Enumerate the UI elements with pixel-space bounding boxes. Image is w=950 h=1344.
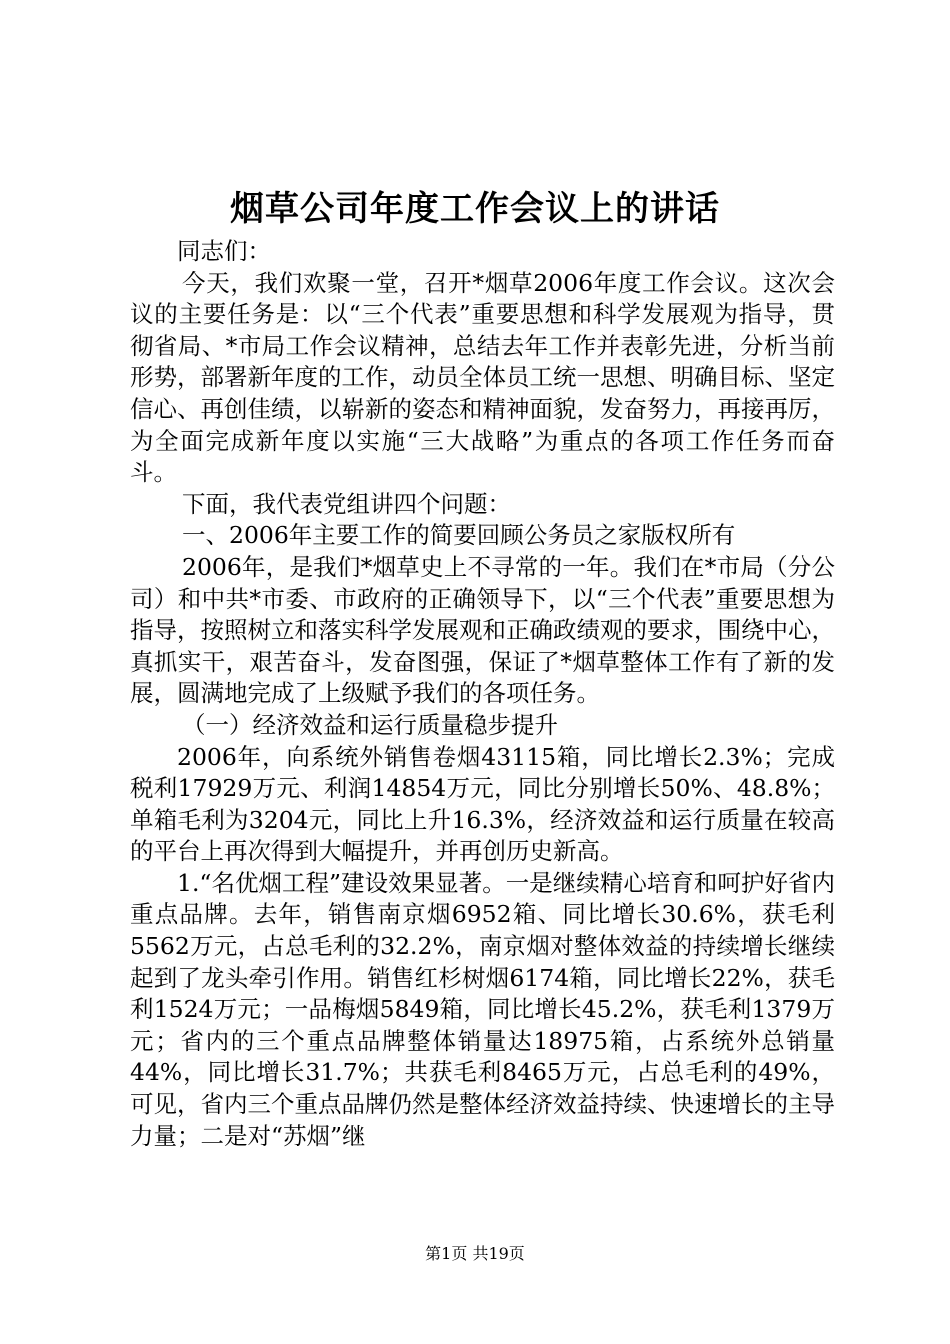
economic-results-paragraph: 2006年，向系统外销售卷烟43115箱，同比增长2.3%；完成税利17929万元、利润14854万元，同比分别增长50%、48.8%；单箱毛利为3204元，同比上升16.3%，经济效益和运行质量在较高的平台上再次得到大幅提升，并再创历史新高。 xyxy=(130,742,835,866)
intro-paragraph: 今天，我们欢聚一堂，召开*烟草2006年度工作会议。这次会议的主要任务是：以“三个代表”重要思想和科学发展观为指导，贯彻省局、*市局工作会议精神，总结去年工作并表彰先进，分析当前形势，部署新年度的工作，动员全体员工统一思想、明确目标、坚定信心、再创佳绩，以崭新的姿态和精神面貌，发奋努力，再接再厉，为全面完成新年度以实施“三大战略”为重点的各项工作任务而奋斗。 xyxy=(130,268,835,487)
agenda-paragraph: 下面，我代表党组讲四个问题： xyxy=(182,489,511,518)
subsection-heading-1: （一）经济效益和运行质量稳步提升 xyxy=(182,710,558,739)
review-paragraph: 2006年，是我们*烟草史上不寻常的一年。我们在*市局（分公司）和中共*市委、市政府的正确领导下，以“三个代表”重要思想为指导，按照树立和落实科学发展观和正确政绩观的要求，围绕中心，真抓实干，艰苦奋斗，发奋图强，保证了*烟草整体工作有了新的发展，圆满地完成了上级赋予我们的各项任务。 xyxy=(130,552,835,708)
page-number-footer: 第1页 共19页 xyxy=(425,1244,525,1263)
document-body xyxy=(130,236,835,1152)
brand-project-paragraph: 1.“名优烟工程”建设效果显著。一是继续精心培育和呵护好省内重点品牌。去年，销售南京烟6952箱、同比增长30.6%，获毛利5562万元，占总毛利的32.2%，南京烟对整体效益的持续增长继续起到了龙头牵引作用。销售红杉树烟6174箱，同比增长22%，获毛利1524万元；一品梅烟5849箱，同比增长45.2%，获毛利1379万元；省内的三个重点品牌整体销量达18975箱，占系统外总销量44%，同比增长31.7%；共获毛利8465万元，占总毛利的49%，可见，省内三个重点品牌仍然是整体经济效益持续、快速增长的主导力量；二是对“苏烟”继 xyxy=(130,868,835,1150)
section-heading-1: 一、2006年主要工作的简要回顾公务员之家版权所有 xyxy=(182,521,736,550)
document-title: 烟草公司年度工作会议上的讲话 xyxy=(230,189,720,229)
salutation-paragraph: 同志们： xyxy=(177,237,271,265)
